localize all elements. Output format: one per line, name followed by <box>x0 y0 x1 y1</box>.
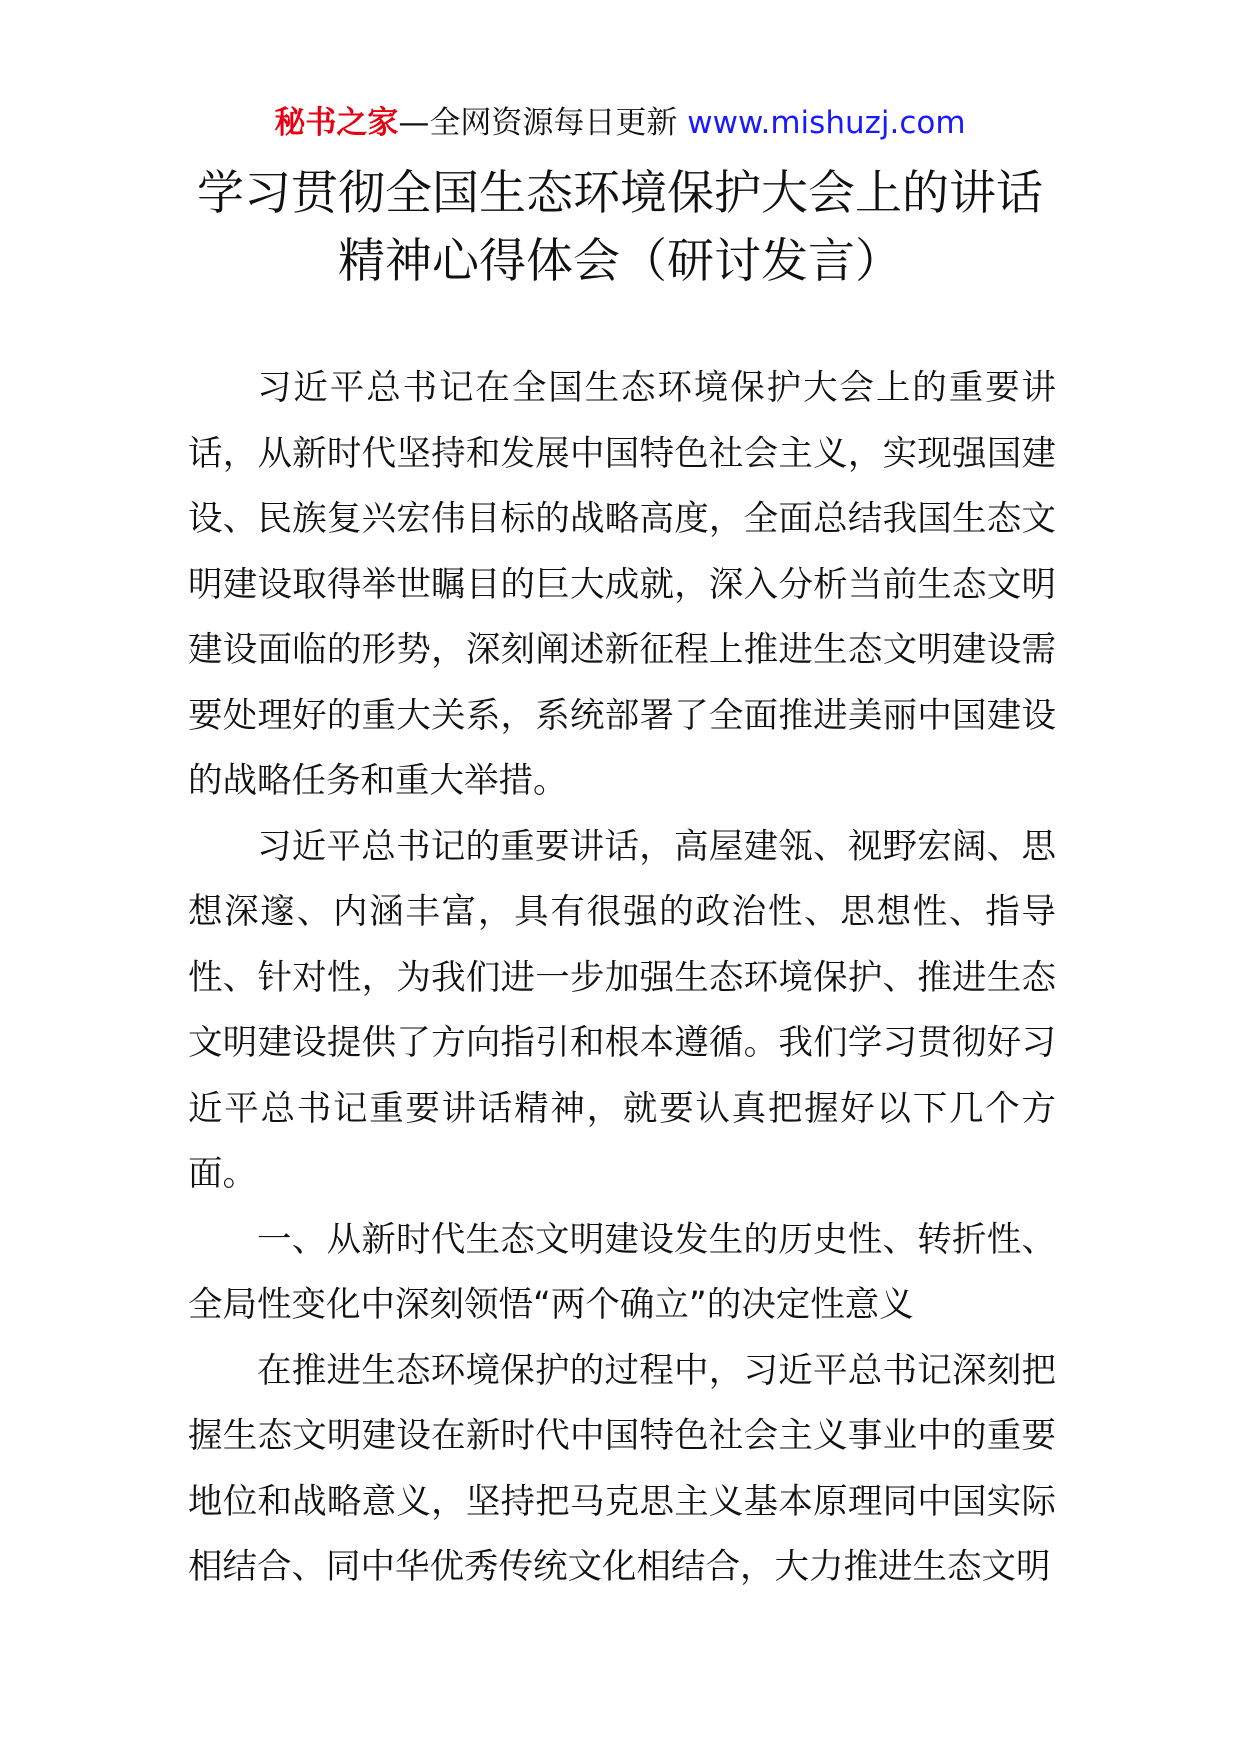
document-body <box>188 356 1056 1601</box>
document-title-line-1: 学习贯彻全国生态环境保护大会上的讲话 <box>197 166 1043 221</box>
site-header <box>0 98 1240 148</box>
paragraph-significance: 习近平总书记的重要讲话，高屋建瓴、视野宏阔、思想深邃、内涵丰富，具有很强的政治性、思想性、指导性、针对性，为我们进一步加强生态环境保护、推进生态文明建设提供了方向指引和根本遵循。我们学习贯彻好习近平总书记重要讲话精神，就要认真把握好以下几个方面。 <box>188 826 1056 1194</box>
site-tagline: —全网资源每日更新 <box>398 105 678 141</box>
site-name: 秘书之家 <box>274 105 399 141</box>
section-heading-1: 一、从新时代生态文明建设发生的历史性、转折性、全局性变化中深刻领悟“两个确立”的决定性意义 <box>188 1219 1056 1325</box>
site-url-link[interactable]: www.mishuzj.com <box>687 105 966 141</box>
paragraph-section-1: 在推进生态环境保护的过程中，习近平总书记深刻把握生态文明建设在新时代中国特色社会主义事业中的重要地位和战略意义，坚持把马克思主义基本原理同中国实际相结合、同中华优秀传统文化相结合，大力推进生态文明 <box>188 1350 1056 1587</box>
document-title <box>150 160 1090 296</box>
document-title-line-2: 精神心得体会（研讨发言） <box>338 234 902 289</box>
paragraph-intro: 习近平总书记在全国生态环境保护大会上的重要讲话，从新时代坚持和发展中国特色社会主义，实现强国建设、民族复兴宏伟目标的战略高度，全面总结我国生态文明建设取得举世瞩目的巨大成就，深入分析当前生态文明建设面临的形势，深刻阐述新征程上推进生态文明建设需要处理好的重大关系，系统部署了全面推进美丽中国建设的战略任务和重大举措。 <box>188 368 1056 801</box>
